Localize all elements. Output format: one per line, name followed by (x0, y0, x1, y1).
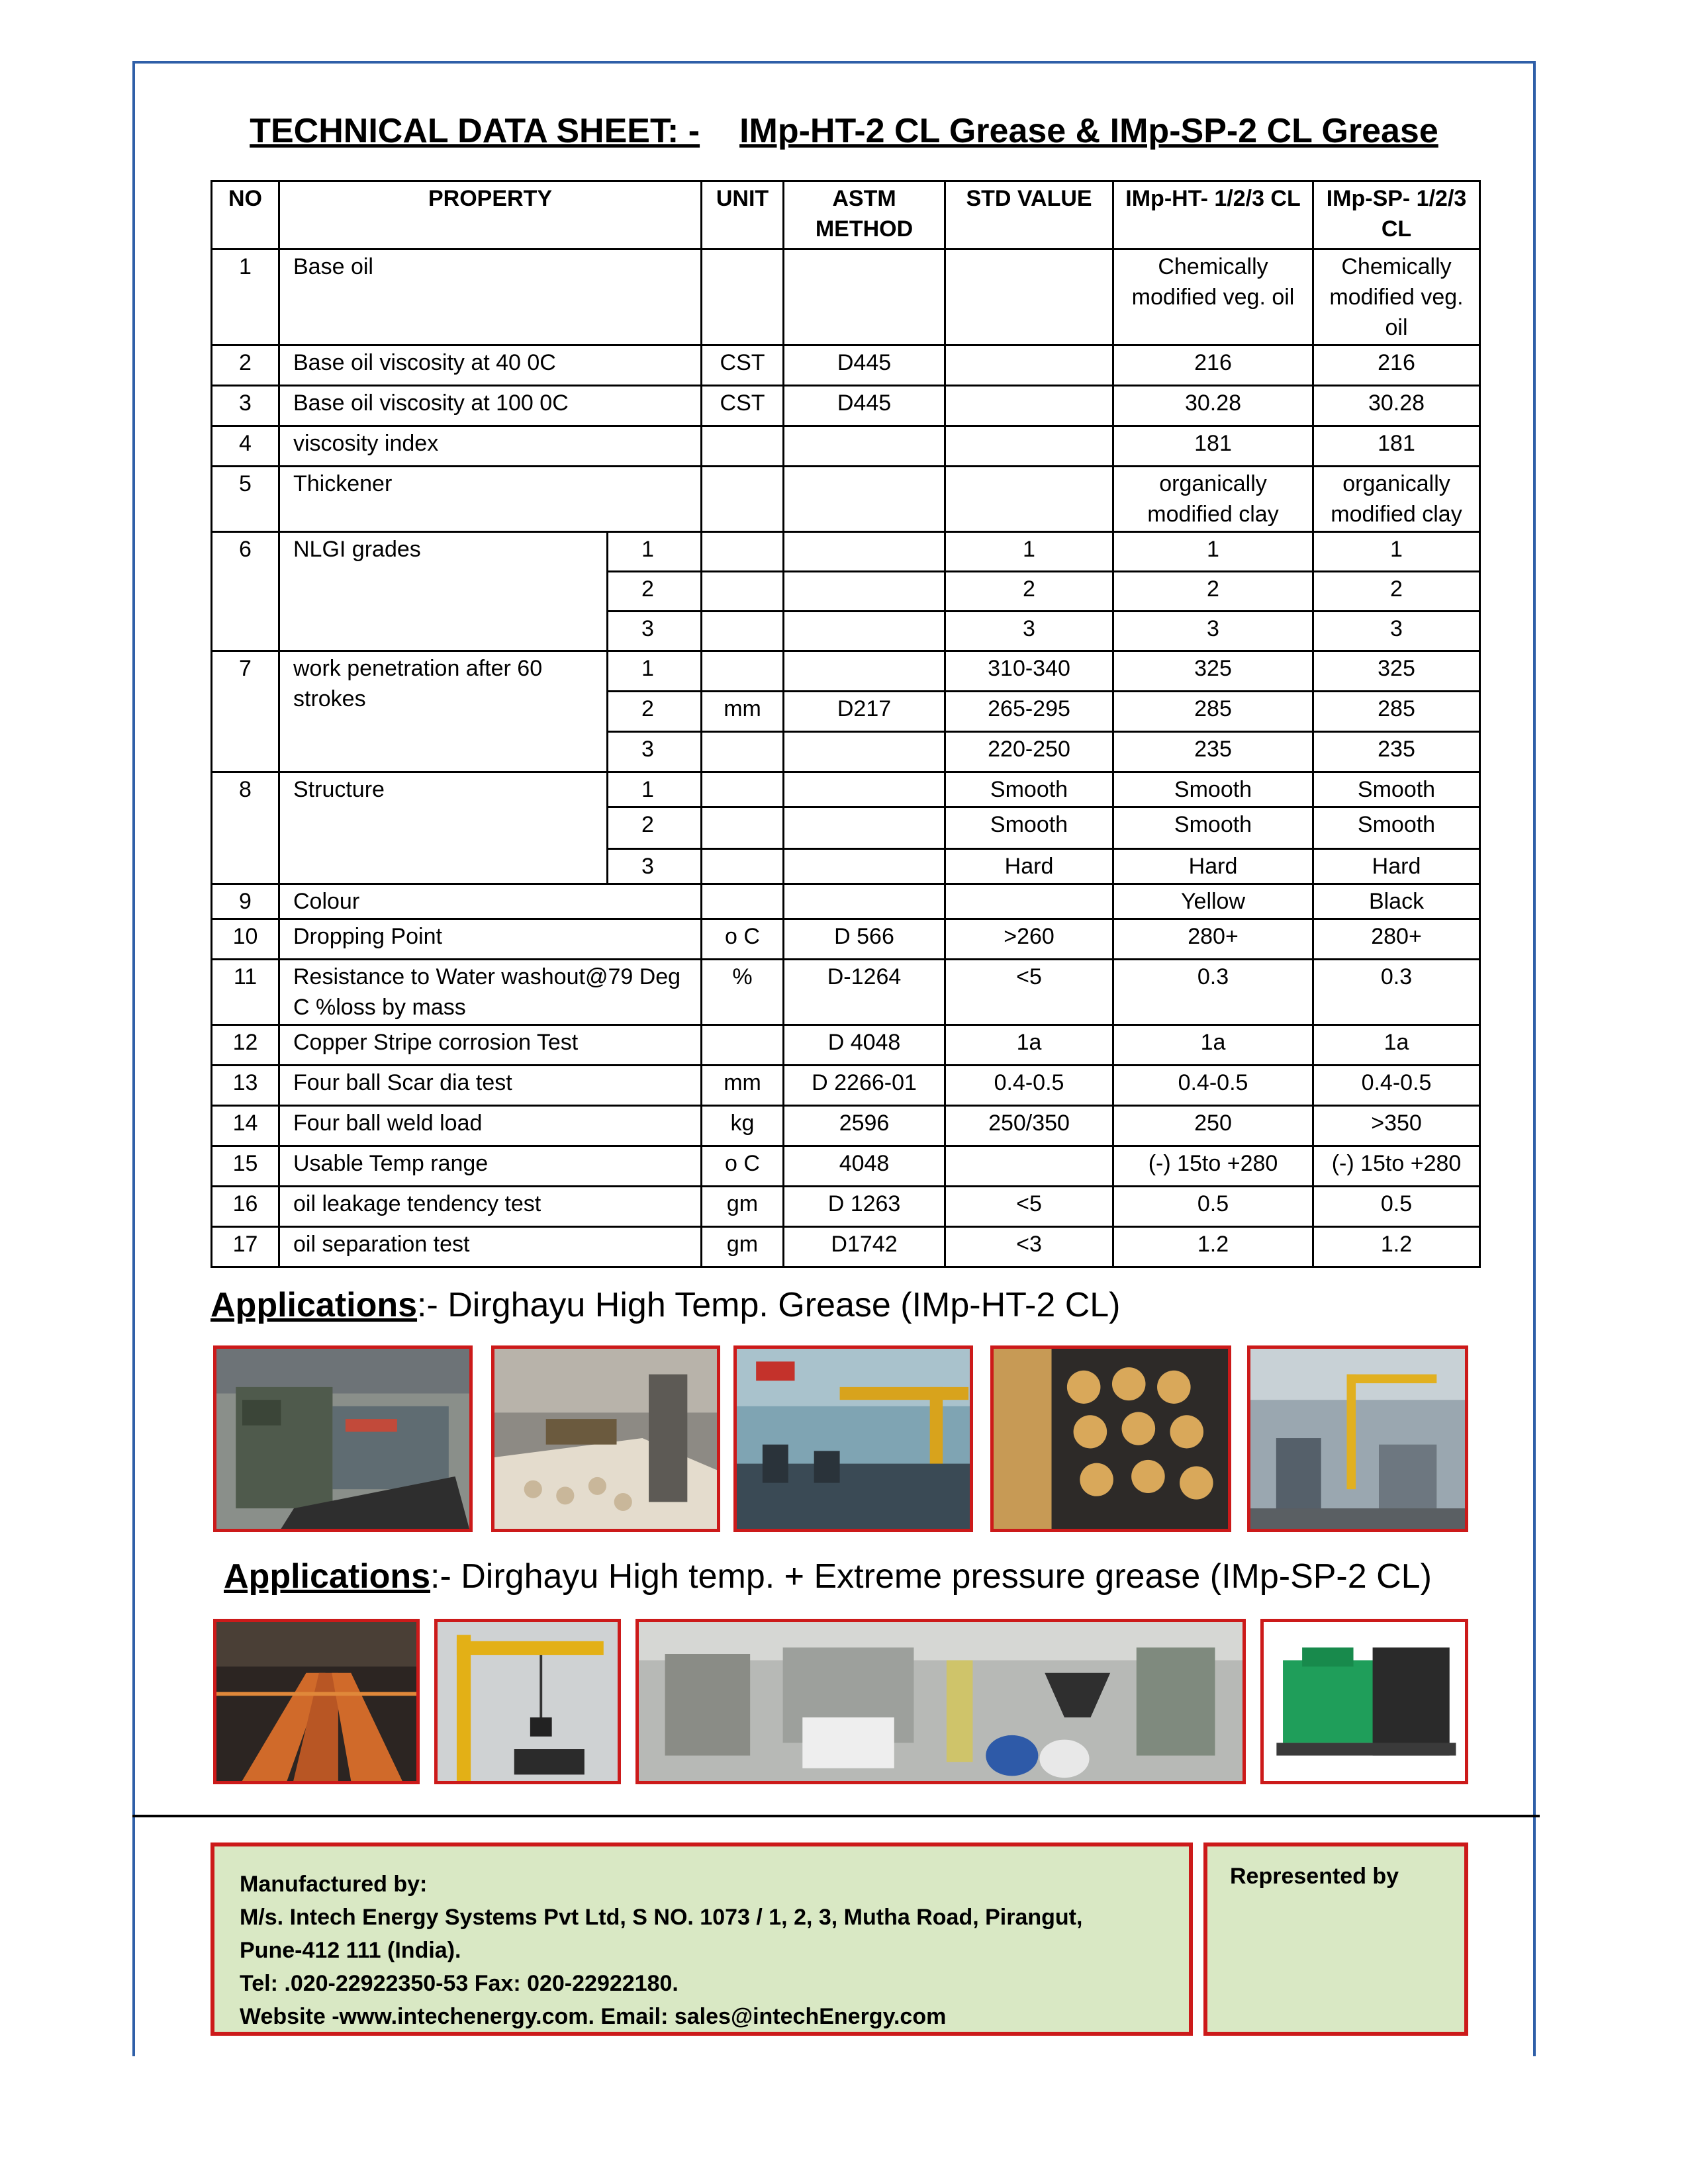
table-row (212, 426, 1480, 467)
row-ht: 3 (1113, 612, 1313, 651)
row-sp: 30.28 (1313, 386, 1480, 426)
row-ht: 0.5 (1113, 1187, 1313, 1227)
table-row (212, 651, 1480, 692)
row-astm (784, 849, 945, 884)
row-sp: >350 (1313, 1106, 1480, 1146)
row-ht: 216 (1113, 345, 1313, 386)
row-no: 17 (212, 1227, 279, 1267)
row-unit (702, 1025, 784, 1066)
row-ht: 235 (1113, 732, 1313, 772)
manufacturer-box (211, 1843, 1193, 2036)
row-astm: D 2266-01 (784, 1066, 945, 1106)
row-astm (784, 807, 945, 849)
row-ht: 325 (1113, 651, 1313, 692)
photo-jib-crane (434, 1619, 621, 1784)
row-std: 3 (945, 612, 1113, 651)
page-border-right (1533, 61, 1536, 2056)
row-sp: Smooth (1313, 772, 1480, 807)
row-std: <5 (945, 960, 1113, 1025)
row-unit (702, 651, 784, 692)
row-sp: 0.4-0.5 (1313, 1066, 1480, 1106)
row-no: 15 (212, 1146, 279, 1187)
row-ht: Chemically modified veg. oil (1113, 250, 1313, 345)
table-row (212, 250, 1480, 345)
row-no: 13 (212, 1066, 279, 1106)
row-grade: 3 (608, 849, 702, 884)
table-row (212, 345, 1480, 386)
row-std: <3 (945, 1227, 1113, 1267)
row-property: Four ball weld load (279, 1106, 702, 1146)
row-ht: 2 (1113, 572, 1313, 612)
row-unit: o C (702, 919, 784, 960)
row-grade: 2 (608, 572, 702, 612)
row-unit (702, 572, 784, 612)
table-row (212, 772, 1480, 807)
photo-paint-line (733, 1345, 973, 1532)
row-astm: 2596 (784, 1106, 945, 1146)
row-sp: 2 (1313, 572, 1480, 612)
row-sp: (-) 15to +280 (1313, 1146, 1480, 1187)
row-no: 14 (212, 1106, 279, 1146)
row-std: Smooth (945, 772, 1113, 807)
row-unit (702, 772, 784, 807)
photo-steel-rolling (213, 1619, 420, 1784)
row-astm (784, 467, 945, 532)
row-sp: 0.5 (1313, 1187, 1480, 1227)
row-astm (784, 772, 945, 807)
row-property: oil leakage tendency test (279, 1187, 702, 1227)
row-std: 250/350 (945, 1106, 1113, 1146)
row-std: <5 (945, 1187, 1113, 1227)
row-property: oil separation test (279, 1227, 702, 1267)
row-sp: 3 (1313, 612, 1480, 651)
manufacturer-phone: Tel: .020-22922350-53 Fax: 020-22922180. (240, 1971, 679, 1996)
row-sp: 235 (1313, 732, 1480, 772)
photo-baked-buns (990, 1345, 1231, 1532)
row-property: Resistance to Water washout@79 Deg C %loss by mass (279, 960, 702, 1025)
row-astm: D 566 (784, 919, 945, 960)
row-ht: Smooth (1113, 807, 1313, 849)
represented-by-box (1203, 1843, 1468, 2036)
row-astm: D445 (784, 386, 945, 426)
row-std: 0.4-0.5 (945, 1066, 1113, 1106)
row-ht: 250 (1113, 1106, 1313, 1146)
manufacturer-heading: Manufactured by: (240, 1872, 428, 1897)
row-unit (702, 426, 784, 467)
applications-sp-label: Applications (224, 1557, 431, 1596)
row-std: 310-340 (945, 651, 1113, 692)
row-unit (702, 849, 784, 884)
row-no: 11 (212, 960, 279, 1025)
row-property: Dropping Point (279, 919, 702, 960)
technical-data-table (211, 180, 1481, 1268)
page-border-left (132, 61, 135, 2056)
page-title (0, 111, 1688, 151)
row-property: Thickener (279, 467, 702, 532)
row-sp: Hard (1313, 849, 1480, 884)
row-no: 6 (212, 532, 279, 651)
header-no: NO (212, 181, 279, 250)
row-std (945, 884, 1113, 919)
row-property: Copper Stripe corrosion Test (279, 1025, 702, 1066)
row-no: 1 (212, 250, 279, 345)
row-no: 2 (212, 345, 279, 386)
table-row (212, 1146, 1480, 1187)
row-no: 16 (212, 1187, 279, 1227)
footer-separator (132, 1815, 1540, 1817)
table-header-row (212, 181, 1480, 250)
row-unit (702, 612, 784, 651)
row-astm (784, 532, 945, 572)
row-property: Colour (279, 884, 702, 919)
row-unit: o C (702, 1146, 784, 1187)
table-row (212, 960, 1480, 1025)
row-sp: 280+ (1313, 919, 1480, 960)
row-std: Smooth (945, 807, 1113, 849)
row-astm (784, 884, 945, 919)
row-astm (784, 572, 945, 612)
header-sp: IMp-SP- 1/2/3 CL (1313, 181, 1480, 250)
row-unit: mm (702, 1066, 784, 1106)
photo-plastic-machinery (635, 1619, 1246, 1784)
row-sp: 1.2 (1313, 1227, 1480, 1267)
table-row (212, 1066, 1480, 1106)
row-no: 5 (212, 467, 279, 532)
header-ht: IMp-HT- 1/2/3 CL (1113, 181, 1313, 250)
row-unit: gm (702, 1187, 784, 1227)
row-no: 8 (212, 772, 279, 884)
row-std: >260 (945, 919, 1113, 960)
row-grade: 2 (608, 807, 702, 849)
row-sp: 216 (1313, 345, 1480, 386)
header-astm: ASTM METHOD (784, 181, 945, 250)
row-no: 12 (212, 1025, 279, 1066)
row-std: 2 (945, 572, 1113, 612)
row-property: viscosity index (279, 426, 702, 467)
table-row (212, 1025, 1480, 1066)
table-row (212, 884, 1480, 919)
row-astm (784, 651, 945, 692)
row-no: 4 (212, 426, 279, 467)
row-grade: 2 (608, 692, 702, 732)
row-unit: % (702, 960, 784, 1025)
row-property: Structure (279, 772, 608, 884)
row-unit: mm (702, 692, 784, 732)
row-astm: D 1263 (784, 1187, 945, 1227)
row-sp: Black (1313, 884, 1480, 919)
row-astm: D 4048 (784, 1025, 945, 1066)
manufacturer-address-2: Pune-412 111 (India). (240, 1938, 461, 1963)
row-property: Base oil viscosity at 40 0C (279, 345, 702, 386)
row-sp: 0.3 (1313, 960, 1480, 1025)
row-std (945, 467, 1113, 532)
row-std (945, 426, 1113, 467)
row-astm (784, 612, 945, 651)
represented-by-label: Represented by (1230, 1864, 1399, 1889)
row-ht: 181 (1113, 426, 1313, 467)
row-ht: Yellow (1113, 884, 1313, 919)
row-ht: organically modified clay (1113, 467, 1313, 532)
row-sp: 181 (1313, 426, 1480, 467)
row-property: Usable Temp range (279, 1146, 702, 1187)
applications-ht-text: :- Dirghayu High Temp. Grease (IMp-HT-2 CL) (417, 1286, 1121, 1324)
row-sp: 285 (1313, 692, 1480, 732)
row-astm: 4048 (784, 1146, 945, 1187)
manufacturer-web-email: Website -www.intechenergy.com. Email: sales@intechEnergy.com (240, 2004, 947, 2029)
row-ht: 285 (1113, 692, 1313, 732)
row-no: 7 (212, 651, 279, 772)
row-property: NLGI grades (279, 532, 608, 651)
row-property: Base oil viscosity at 100 0C (279, 386, 702, 426)
row-property: work penetration after 60 strokes (279, 651, 608, 772)
photo-bakery-conveyor (491, 1345, 720, 1532)
row-no: 9 (212, 884, 279, 919)
row-ht: 1a (1113, 1025, 1313, 1066)
row-unit (702, 467, 784, 532)
row-sp: organically modified clay (1313, 467, 1480, 532)
row-sp: Chemically modified veg. oil (1313, 250, 1480, 345)
row-astm: D1742 (784, 1227, 945, 1267)
photo-factory-crane (1247, 1345, 1468, 1532)
row-unit (702, 732, 784, 772)
manufacturer-address-1: M/s. Intech Energy Systems Pvt Ltd, S NO. 1073 / 1, 2, 3, Mutha Road, Pirangut, (240, 1905, 1083, 1930)
row-no: 10 (212, 919, 279, 960)
row-no: 3 (212, 386, 279, 426)
row-unit (702, 884, 784, 919)
table-row (212, 386, 1480, 426)
applications-ht-label: Applications (211, 1286, 418, 1324)
row-unit (702, 807, 784, 849)
row-sp: 1 (1313, 532, 1480, 572)
row-std (945, 250, 1113, 345)
applications-sp-heading (224, 1557, 1432, 1596)
page-border-top (132, 61, 1536, 64)
row-std (945, 345, 1113, 386)
photo-generator (1260, 1619, 1468, 1784)
row-std: 265-295 (945, 692, 1113, 732)
row-grade: 1 (608, 772, 702, 807)
header-unit: UNIT (702, 181, 784, 250)
row-property: Four ball Scar dia test (279, 1066, 702, 1106)
row-ht: 1 (1113, 532, 1313, 572)
header-std: STD VALUE (945, 181, 1113, 250)
table-row (212, 919, 1480, 960)
title-right: IMp-HT-2 CL Grease & IMp-SP-2 CL Grease (739, 112, 1438, 150)
row-ht: Smooth (1113, 772, 1313, 807)
row-std: 1 (945, 532, 1113, 572)
row-std: 1a (945, 1025, 1113, 1066)
row-ht: 1.2 (1113, 1227, 1313, 1267)
row-grade: 3 (608, 732, 702, 772)
table-row (212, 467, 1480, 532)
row-unit: CST (702, 386, 784, 426)
row-sp: 1a (1313, 1025, 1480, 1066)
row-unit: kg (702, 1106, 784, 1146)
row-grade: 1 (608, 651, 702, 692)
row-std (945, 1146, 1113, 1187)
row-unit (702, 532, 784, 572)
photo-industrial-oven (213, 1345, 473, 1532)
row-grade: 3 (608, 612, 702, 651)
row-astm: D-1264 (784, 960, 945, 1025)
row-std (945, 386, 1113, 426)
row-ht: 0.3 (1113, 960, 1313, 1025)
table-row (212, 1187, 1480, 1227)
applications-sp-text: :- Dirghayu High temp. + Extreme pressure grease (IMp-SP-2 CL) (430, 1557, 1432, 1596)
row-astm: D445 (784, 345, 945, 386)
row-astm: D217 (784, 692, 945, 732)
table-row (212, 1227, 1480, 1267)
row-ht: 280+ (1113, 919, 1313, 960)
row-property: Base oil (279, 250, 702, 345)
row-sp: Smooth (1313, 807, 1480, 849)
table-row (212, 1106, 1480, 1146)
row-std: 220-250 (945, 732, 1113, 772)
row-unit: CST (702, 345, 784, 386)
row-std: Hard (945, 849, 1113, 884)
row-astm (784, 250, 945, 345)
title-left: TECHNICAL DATA SHEET: - (250, 112, 700, 150)
applications-ht-heading (211, 1285, 1121, 1325)
row-astm (784, 426, 945, 467)
row-ht: 0.4-0.5 (1113, 1066, 1313, 1106)
row-unit (702, 250, 784, 345)
row-sp: 325 (1313, 651, 1480, 692)
row-astm (784, 732, 945, 772)
row-ht: (-) 15to +280 (1113, 1146, 1313, 1187)
table-row (212, 532, 1480, 572)
header-property: PROPERTY (279, 181, 702, 250)
row-ht: Hard (1113, 849, 1313, 884)
row-unit: gm (702, 1227, 784, 1267)
row-grade: 1 (608, 532, 702, 572)
row-ht: 30.28 (1113, 386, 1313, 426)
